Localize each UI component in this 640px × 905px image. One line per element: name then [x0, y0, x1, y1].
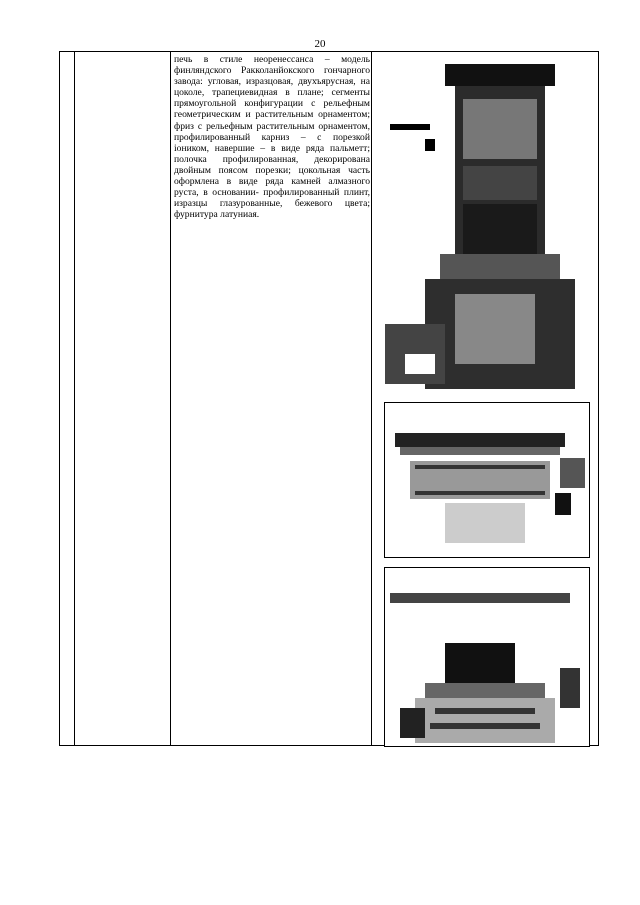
stove-base-photo	[384, 567, 590, 747]
page-number: 20	[314, 38, 326, 50]
stove-cornice-photo	[384, 402, 590, 558]
stove-overall-photo	[384, 53, 591, 395]
stove-description-text: печь в стиле неоренессанса – модель финляндского Ракколанйокского гончарного завода: угловая, изразцовая, двухъярусная, на цоколе, трапециевидная в плане; сегменты прямоугольной конфигурации с рельефным геометрическим и растительным орнаментом; фриз с рельефным растительным орнаментом, профилированный карниз – с порезкой ioником, навершие – в виде ряда пальметт; полочка профилированная, декорирована двойным поясом порезки; цокольная часть оформлена в виде ряда камней алмазного руста, в основании- профилированный плинт, изразцы глазурованные, бежевого цвета; фурнитура латуниая.	[174, 54, 370, 221]
column-divider	[74, 52, 75, 745]
column-divider	[371, 52, 372, 745]
column-divider	[170, 52, 171, 745]
description-table	[59, 51, 599, 746]
